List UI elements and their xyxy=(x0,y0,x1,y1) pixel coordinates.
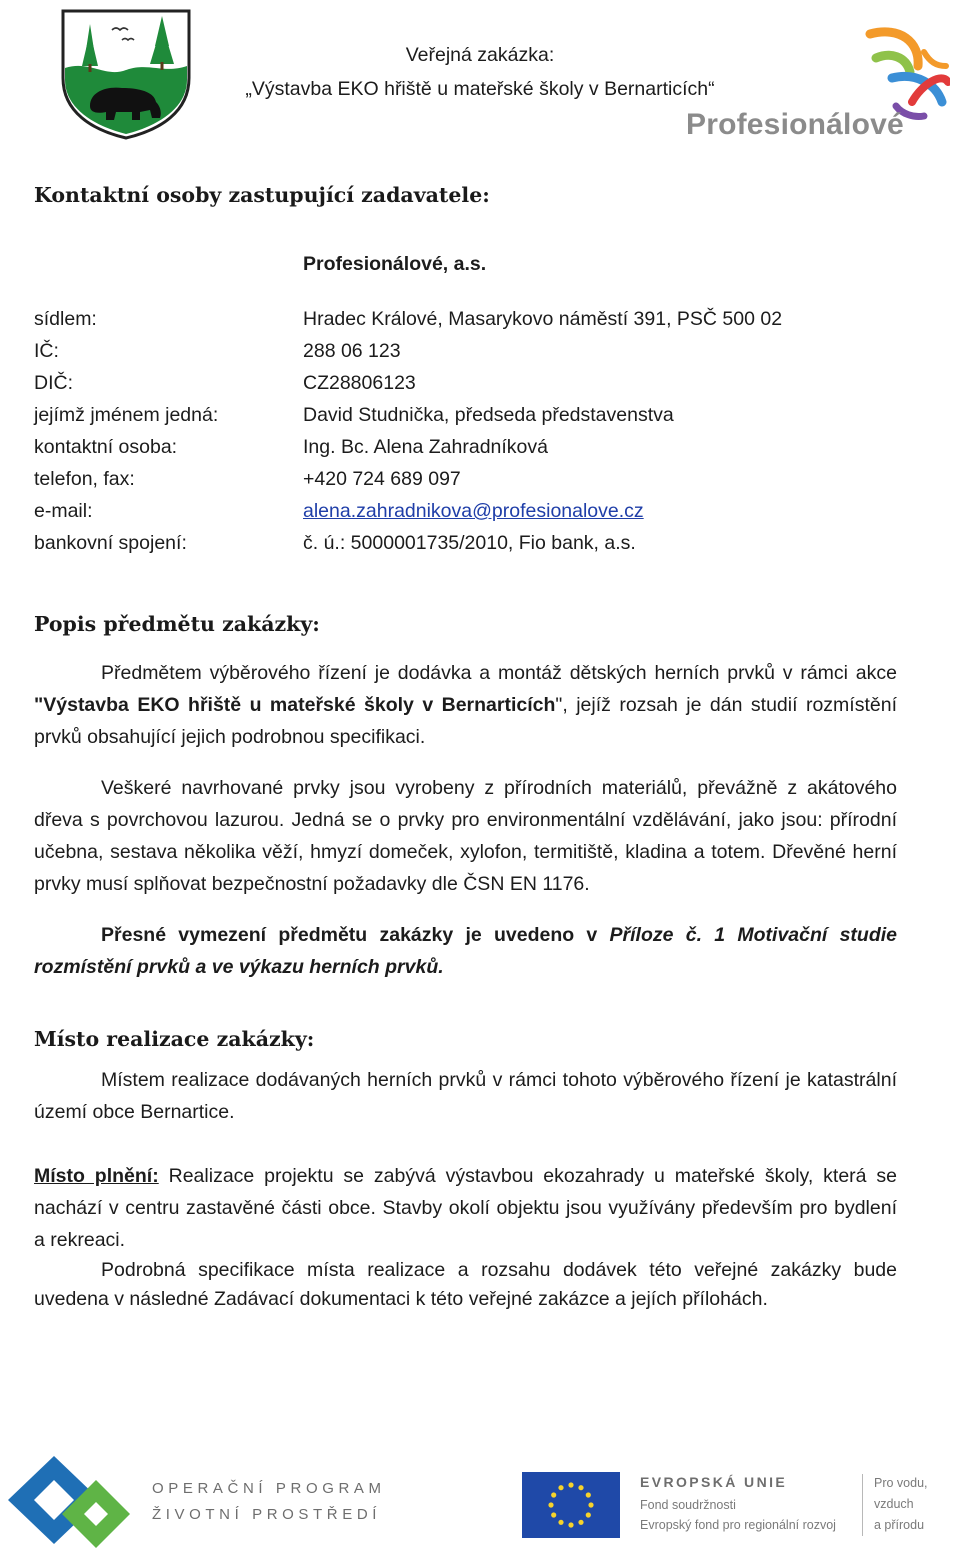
contact-value: +420 724 689 097 xyxy=(303,468,461,490)
location-paragraph-3: Podrobná specifikace místa realizace a rozsahu dodávek této veřejné zakázky bude uvedena v následné Zadávací dokumentaci k této veřejné zakázce a jejích přílohách. xyxy=(34,1259,897,1310)
opzp-line1: OPERAČNÍ PROGRAM xyxy=(152,1480,386,1497)
description-p1-project-name: "Výstavba EKO hřiště u mateřské školy v Bernarticích xyxy=(34,694,556,716)
contact-label: telefon, fax: xyxy=(34,468,135,490)
eu-cohesion-fund: Fond soudržnosti xyxy=(640,1498,736,1512)
opzp-line2: ŽIVOTNÍ PROSTŘEDÍ xyxy=(152,1506,382,1523)
place-of-performance-label: Místo plnění: xyxy=(34,1165,159,1187)
description-p1-text: Předmětem výběrového řízení je dodávka a montáž dětských herních prvků v rámci akce xyxy=(101,662,897,684)
contact-label: kontaktní osoba: xyxy=(34,436,178,458)
contact-value: Ing. Bc. Alena Zahradníková xyxy=(303,436,548,458)
tender-title-line1: Veřejná zakázka: xyxy=(405,44,555,66)
contact-value: CZ28806123 xyxy=(303,372,416,394)
contact-value: č. ú.: 5000001735/2010, Fio bank, a.s. xyxy=(303,532,636,554)
contact-row-email xyxy=(34,495,914,527)
eu-flag-icon xyxy=(522,1472,620,1538)
contact-label: IČ: xyxy=(34,340,59,362)
footer-divider xyxy=(862,1474,863,1536)
contact-label: DIČ: xyxy=(34,372,73,394)
eu-regional-fund: Evropský fond pro regionální rozvoj xyxy=(640,1518,836,1532)
contact-row-seat xyxy=(34,303,914,335)
tender-title-line2: „Výstavba EKO hřiště u mateřské školy v Bernarticích“ xyxy=(245,78,715,100)
opzp-logo-icon xyxy=(4,1452,134,1552)
contact-row-bank xyxy=(34,527,914,559)
eu-title: EVROPSKÁ UNIE xyxy=(640,1474,788,1490)
place-of-performance-text: Realizace projektu se zabývá výstavbou ekozahrady u mateřské školy, která se nachází v centru zastavěné části obce. Stavby okolí objektu jsou využívány především pro bydlení a rekreaci. xyxy=(34,1165,897,1251)
description-paragraph-3 xyxy=(34,919,897,983)
company-name: Profesionálové, a.s. xyxy=(303,253,487,275)
contact-row-ic xyxy=(34,335,914,367)
contact-value: 288 06 123 xyxy=(303,340,401,362)
contact-row-phone xyxy=(34,463,914,495)
motto-line3: a přírodu xyxy=(874,1518,925,1532)
profesionalove-logo-text: Profesionálové xyxy=(686,108,904,141)
contact-label: e-mail: xyxy=(34,500,93,522)
contact-label: sídlem: xyxy=(34,308,97,330)
contact-row-person xyxy=(34,431,914,463)
location-paragraph-2 xyxy=(34,1160,897,1256)
description-p3-text: Přesné vymezení předmětu zakázky je uvedeno v xyxy=(101,924,610,946)
contact-row-representative xyxy=(34,399,914,431)
location-paragraph-1: Místem realizace dodávaných herních prvků v rámci tohoto výběrového řízení je katastrální území obce Bernartice. xyxy=(34,1069,897,1123)
location-heading: Místo realizace zakázky: xyxy=(34,1027,315,1051)
email-link[interactable]: alena.zahradnikova@profesionalove.cz xyxy=(303,500,644,522)
description-paragraph-1 xyxy=(34,657,897,753)
contacts-heading: Kontaktní osoby zastupující zadavatele: xyxy=(34,183,490,207)
motto-line2: vzduch xyxy=(874,1497,914,1511)
description-p3-attachment-ref: Příloze č. 1 Motivační studie rozmístění prvků a ve výkazu herních prvků. xyxy=(34,924,897,978)
contact-label: jejímž jménem jedná: xyxy=(34,404,219,426)
contact-label: bankovní spojení: xyxy=(34,532,187,554)
motto-line1: Pro vodu, xyxy=(874,1476,928,1490)
contact-row-dic xyxy=(34,367,914,399)
description-heading: Popis předmětu zakázky: xyxy=(34,612,320,636)
description-paragraph-2: Veškeré navrhované prvky jsou vyrobeny z přírodních materiálů, převážně z akátového dřeva s povrchovou lazurou. Jedná se o prvky pro environmentální vzdělávání, jako jsou: přírodní učebna, sestava několika věží, hmyzí domeček, xylofon, termitiště, kladina a totem. Dřevěné herní prvky musí splňovat bezpečnostní požadavky dle ČSN EN 1176. xyxy=(34,777,897,895)
contact-value: David Studnička, předseda představenstva xyxy=(303,404,674,426)
description-p1-text-end: ", jejíž rozsah je dán studií rozmístění prvků obsahující jejich podrobnou specifikaci. xyxy=(34,694,897,748)
contact-value: Hradec Králové, Masarykovo náměstí 391, PSČ 500 02 xyxy=(303,308,783,330)
